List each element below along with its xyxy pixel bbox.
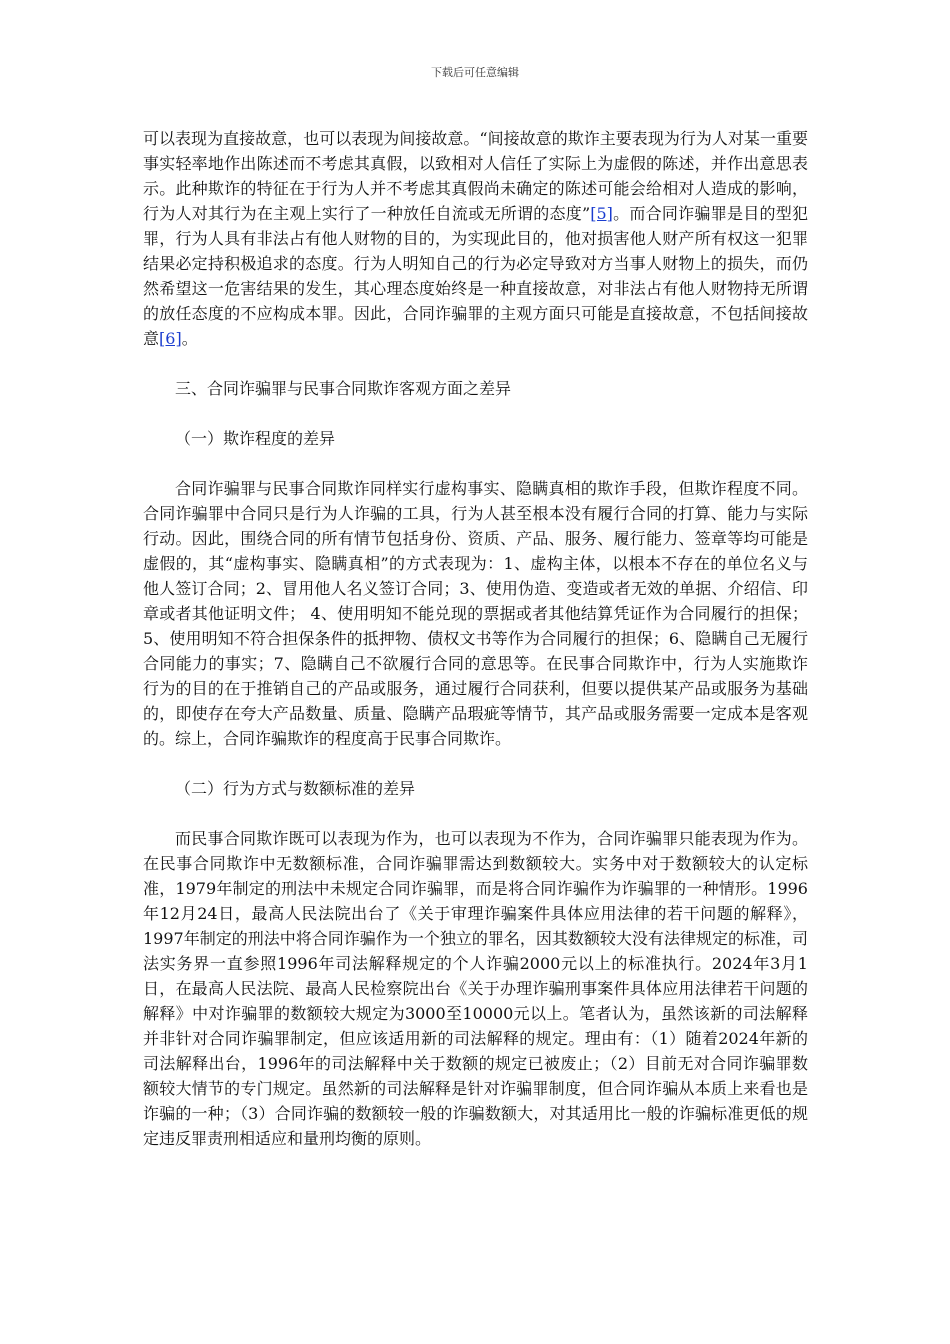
paragraph-amount-standard: 而民事合同欺诈既可以表现为作为，也可以表现为不作为，合同诈骗罪只能表现为作为。在民事合同欺诈中无数额标准，合同诈骗罪需达到数额较大。实务中对于数额较大的认定标准，1979年制定的刑法中未规定合同诈骗罪，而是将合同诈骗作为诈骗罪的一种情形。1996年12月24日，最高人民法院出台了《关于审理诈骗案件具体应用法律的若干问题的解释》，1997年制定的刑法中将合同诈骗作为一个独立的罪名，因其数额较大没有法律规定的标准，司法实务界一直参照1996年司法解释规定的个人诈骗2000元以上的标准执行。2024年3月1日，在最高人民法院、最高人民检察院出台《关于办理诈骗刑事案件具体应用法律若干问题的解释》中对诈骗罪的数额较大规定为3000至10000元以上。笔者认为，虽然该新的司法解释并非针对合同诈骗罪制定，但应该适用新的司法解释的规定。理由有：（1）随着2024年新的司法解释出台，1996年的司法解释中关于数额的规定已被废止；（2）目前无对合同诈骗罪数额较大情节的专门规定。虽然新的司法解释是针对诈骗罪制度，但合同诈骗从本质上来看也是诈骗的一种；（3）合同诈骗的数额较一般的诈骗数额大，对其适用比一般的诈骗标准更低的规定违反罪责刑相适应和量刑均衡的原则。 bbox=[143, 829, 808, 1148]
paragraph-intent-text-b: 。而合同诈骗罪是目的型犯罪，行为人具有非法占有他人财物的目的，为实现此目的，他对损害他人财产所有权这一犯罪结果必定持积极追求的态度。行为人明知自己的行为必定导致对方当事人财物上的损失，而仍然希望这一危害结果的发生，其心理态度始终是一种直接故意，对非法占有他人财物持无所谓的放任态度的不应构成本罪。因此，合同诈骗罪的主观方面只可能是直接故意，不包括间接故意 bbox=[143, 204, 808, 348]
spacer bbox=[143, 401, 808, 426]
paragraph-intent bbox=[143, 126, 808, 351]
section-heading-3: 三、合同诈骗罪与民事合同欺诈客观方面之差异 bbox=[175, 379, 512, 398]
page-header-note: 下载后可任意编辑 bbox=[431, 66, 519, 79]
spacer bbox=[143, 351, 808, 376]
subsection-heading-1: （一）欺诈程度的差异 bbox=[175, 429, 336, 448]
spacer bbox=[143, 451, 808, 476]
footnote-ref-5[interactable]: [5] bbox=[590, 204, 613, 223]
paragraph-fraud-degree: 合同诈骗罪与民事合同欺诈同样实行虚构事实、隐瞒真相的欺诈手段，但欺诈程度不同。合同诈骗罪中合同只是行为人诈骗的工具，行为人甚至根本没有履行合同的打算、能力与实际行动。因此，围绕合同的所有情节包括身份、资质、产品、服务、履行能力、签章等均可能是虚假的，其“虚构事实、隐瞒真相”的方式表现为：1、虚构主体，以根本不存在的单位名义与他人签订合同；2、冒用他人名义签订合同；3、使用伪造、变造或者无效的单据、介绍信、印章或者其他证明文件； 4、使用明知不能兑现的票据或者其他结算凭证作为合同履行的担保；5、使用明知不符合担保条件的抵押物、债权文书等作为合同履行的担保；6、隐瞒自己无履行合同能力的事实；7、隐瞒自己不欲履行合同的意思等。在民事合同欺诈中，行为人实施欺诈行为的目的在于推销自己的产品或服务，通过履行合同获利，但要以提供某产品或服务为基础的，即使存在夸大产品数量、质量、隐瞒产品瑕疵等情节，其产品或服务需要一定成本是客观的。综上，合同诈骗欺诈的程度高于民事合同欺诈。 bbox=[143, 479, 808, 748]
paragraph-intent-text-a: 可以表现为直接故意，也可以表现为间接故意。“间接故意的欺诈主要表现为行为人对某一重要事实轻率地作出陈述而不考虑其真假，以致相对人信任了实际上为虚假的陈述，并作出意思表示。此种欺诈的特征在于行为人并不考虑其真假尚未确定的陈述可能会给相对人造成的影响，行为人对其行为在主观上实行了一种放任自流或无所谓的态度” bbox=[143, 129, 808, 223]
paragraph-intent-text-c: 。 bbox=[181, 329, 198, 348]
document-body bbox=[143, 126, 808, 1151]
spacer bbox=[143, 801, 808, 826]
footnote-ref-6[interactable]: [6] bbox=[159, 329, 182, 348]
spacer bbox=[143, 751, 808, 776]
subsection-heading-2: （二）行为方式与数额标准的差异 bbox=[175, 779, 416, 798]
